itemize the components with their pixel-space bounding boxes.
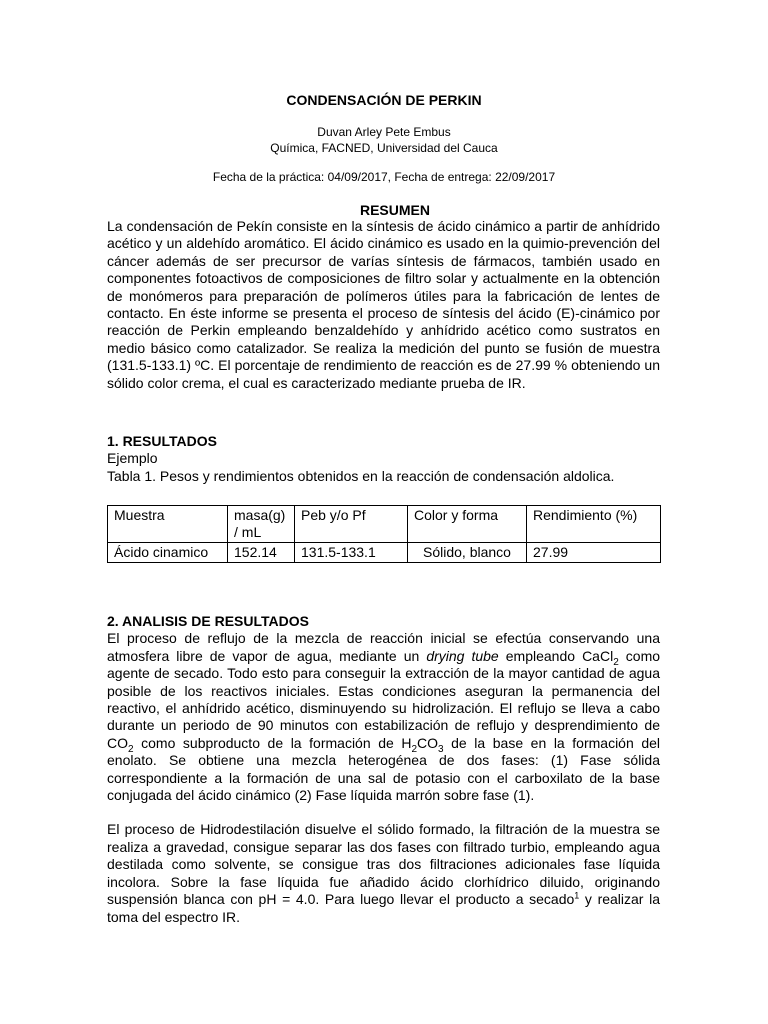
table-header-row [108, 506, 661, 543]
table-row [108, 543, 661, 563]
analysis-section [107, 613, 660, 926]
table-cell: Sólido, blanco [408, 543, 527, 563]
table-caption: Tabla 1. Pesos y rendimientos obtenidos en la reacción de condensación aldolica. [107, 467, 615, 484]
table-header-cell: masa(g) / mL [228, 506, 295, 543]
author-name: Duvan Arley Pete Embus [317, 125, 451, 139]
footnote-marker: 1 [574, 890, 580, 901]
table-cell: Ácido cinamico [108, 543, 228, 563]
results-heading: 1. RESULTADOS [107, 433, 217, 449]
paper-title: CONDENSACIÓN DE PERKIN [286, 92, 482, 108]
analysis-paragraph-1: El proceso de reflujo de la mezcla de reacción inicial se efectúa conservando una atmosfera libre de vapor de agua, mediante un drying tube empleando CaCl$_2$ como agente de secado. Todo esto para conseguir la extracción de la mayor cantidad de agua posible de los reactivos iniciales. Estas condiciones aseguran la permanencia del reactivo, el anhídrido acético, disminuyendo su hidrolización. El reflujo se lleva a cabo durante un periodo de 90 minutos con estabilización de reflujo y desprendimiento de $CO_2$ como subproducto de la formación de $H_2CO_3$ de la base en la formación del enolato. Se obtiene una mezcla heterogénea de dos fases: (1) Fase sólida correspondiente a la formación de una sal de potasio con el carboxilato de la base conjugada del ácido cinámico (2) Fase líquida marrón sobre fase (1). [107, 630, 661, 804]
results-table [107, 505, 661, 563]
analysis-paragraph-2: El proceso de Hidrodestilación disuelve el sólido formado, la filtración de la muestra se realiza a gravedad, consigue separar las dos fases con filtrado turbio, empleando agua destilada como solvente, se consigue tras dos filtraciones adicionales fase líquida incolora. Sobre la fase líquida fue añadido ácido clorhídrico diluido, originando suspensión blanca con pH = 4.0. Para luego llevar el producto a secado$^1$ y realizar la toma del espectro IR. [107, 821, 660, 925]
practice-dates: Fecha de la práctica: 04/09/2017, Fecha de entrega: 22/09/2017 [212, 170, 556, 184]
table-cell: 131.5-133.1 [295, 543, 408, 563]
drying-tube-term: drying tube [426, 647, 499, 664]
abstract-text: La condensación de Pekín consiste en la síntesis de ácido cinámico a partir de anhídrido acético y un aldehído aromático. El ácido cinámico es usado en la quimio-prevención del cáncer además de ser precursor de varías síntesis de fármacos, también usado en componentes fotoactivos de composiciones de filtro solar y actualmente en la obtención de monómeros para preparación de polímeros útiles para la fabricación de lentes de contacto. En éste informe se presenta el proceso de síntesis del ácido (E)-cinámico por reacción de Perkin empleando benzaldehído y anhídrido acético como sustratos en medio básico como catalizador. Se realiza la medición del punto se fusión de muestra (131.5-133.1) ºC. El porcentaje de rendimiento de reacción es de 27.99 % obteniendo un sólido color crema, el cual es caracterizado mediante prueba de IR. [107, 218, 660, 391]
table-cell: 27.99 [527, 543, 661, 563]
table-header-cell: Color y forma [408, 506, 527, 543]
analysis-heading: 2. ANALISIS DE RESULTADOS [107, 613, 309, 629]
abstract-section [107, 218, 660, 392]
table-cell: 152.14 [228, 543, 295, 563]
abstract-heading: RESUMEN [359, 202, 430, 218]
table-header-cell: Muestra [108, 506, 228, 543]
results-example-label: Ejemplo [107, 450, 158, 467]
author-block [0, 124, 768, 156]
results-section [107, 433, 660, 485]
author-affiliation: Química, FACNED, Universidad del Cauca [270, 141, 498, 155]
table-header-cell: Rendimiento (%) [527, 506, 661, 543]
table-header-cell: Peb y/o Pf [295, 506, 408, 543]
